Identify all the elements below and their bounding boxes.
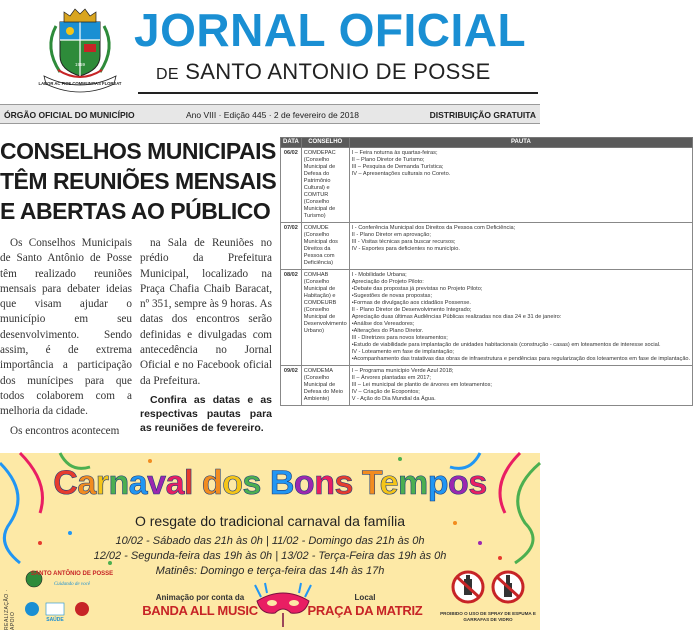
agenda-item: I - Mobilidade Urbana; — [351, 272, 407, 278]
headline-line: TÊM REUNIÕES MENSAIS — [0, 168, 277, 194]
table-body — [281, 148, 693, 406]
date-line: Matinês: Domingo e terça-feira das 14h às 17h — [155, 565, 385, 577]
dept-seal-icon — [25, 602, 39, 616]
article-column-2 — [140, 236, 272, 439]
agenda-item: IV – Criação de Ecopontos; — [351, 389, 420, 395]
agenda-item: III – Lei municipal de plantio de árvores em loteamentos; — [351, 382, 492, 388]
agenda-item: •Análise dos Vereadores; — [351, 321, 415, 327]
table-row — [281, 270, 693, 366]
health-logo-text: SAÚDE — [46, 617, 64, 623]
title-underline — [138, 92, 538, 94]
article-paragraph: Os encontros acontecem — [10, 424, 120, 437]
culture-seal-icon — [75, 602, 89, 616]
location-name: PRAÇA DA MATRIZ — [307, 603, 423, 618]
council-name: COMUDE (Conselho Municipal dos Direitos da Pessoa com Deficiência) — [301, 223, 349, 270]
meeting-agenda — [349, 270, 692, 366]
col-header-council: CONSELHO — [301, 138, 349, 148]
city-slogan: Cuidando de você — [53, 582, 91, 587]
agenda-item: II – Árvores plantadas em 2017; — [351, 375, 431, 381]
prohibition-text: PROIBIDO O USO DE SPRAY DE ESPUMA E GARRAFAS DE VIDRO — [440, 611, 536, 622]
agenda-item: I – Feira noturna às quartas-feiras; — [351, 150, 438, 156]
agenda-item: II – Plano Diretor de Turismo; — [351, 157, 425, 163]
article-paragraph: na Sala de Reuniões no prédio da Prefeitura Municipal, localizado na Praça Chafia Chaib Baracat, nº 351, sempre às 9 horas. As datas dos encontros serão definidas e divulgadas com antecedência no Jornal Oficial e no Facebook oficial da Prefeitura. — [140, 237, 272, 387]
organ-label: ÓRGÃO OFICIAL DO MUNICÍPIO — [4, 110, 135, 120]
edition-bar — [0, 104, 540, 124]
meetings-table — [280, 137, 693, 406]
agenda-item: •Formas de divulgação aos cidadãos Possense. — [351, 300, 471, 306]
no-glass-bottle-icon — [493, 572, 523, 602]
newspaper-title: JORNAL OFICIAL — [134, 4, 527, 56]
council-name: COMHAB (Conselho Municipal de Habitação) e COMDEURB (Conselho Municipal de Desenvolvimento Urbano) — [301, 270, 349, 366]
masthead — [0, 0, 540, 100]
agenda-item: II - Plano Diretor em aprovação; — [351, 232, 431, 238]
date-line: 10/02 - Sábado das 21h às 0h | 11/02 - Domingo das 21h às 0h — [115, 535, 425, 547]
band-label: Animação por conta da — [155, 593, 245, 602]
meeting-agenda — [349, 148, 692, 223]
agenda-item: I - Conferência Municipal dos Direitos da Pessoa com Deficiência; — [351, 225, 516, 231]
headline-line: CONSELHOS MUNICIPAIS — [0, 138, 276, 164]
council-name: COMDEPAC (Conselho Municipal de Defesa do Patrimônio Cultural) e COMTUR (Conselho Municipal de Turismo) — [301, 148, 349, 223]
headline-line: E ABERTAS AO PÚBLICO — [0, 198, 271, 224]
meeting-date: 09/02 — [281, 366, 302, 406]
article-callout: Confira as datas e as respectivas pautas para as reuniões de fevereiro. — [140, 393, 272, 434]
agenda-item: IV - Esportes para deficientes no município. — [351, 246, 460, 252]
agenda-item: Apreciação duas últimas Audiências Públicas realizadas nos dias 24 e 31 de janeiro: — [351, 314, 562, 320]
table-header-row — [281, 138, 693, 148]
article-column-1 — [0, 236, 132, 443]
agenda-item: I – Programa município Verde Azul 2018; — [351, 368, 454, 374]
agenda-item: V - Ação do Dia Mundial da Água. — [351, 396, 436, 402]
edition-info: Ano VIII · Edição 445 · 2 de fevereiro de 2018 — [186, 110, 359, 120]
date-line: 12/02 - Segunda-feira das 19h às 0h | 13/02 - Terça-Feira das 19h às 0h — [93, 550, 447, 562]
table-row — [281, 148, 693, 223]
distribution-label: DISTRIBUIÇÃO GRATUITA — [429, 110, 536, 120]
municipal-crest-icon — [30, 4, 130, 92]
agenda-item: •Alterações do Plano Diretor. — [351, 328, 424, 334]
article-headline — [0, 136, 277, 226]
col-header-date: DATA — [281, 138, 302, 148]
crest-motto: LABOR AC FIDE COMMUNITAS FLOREAT — [38, 81, 122, 86]
article-paragraph: Os Conselhos Municipais de Santo Antônio de Posse têm realizado reuniões mensais para debater ideias que visam ajudar o município em seu desenvolvimento. Sendo assim, é de extrema importância a participação dos munícipes para que todos colaborem com a melhoria da cidade. — [0, 237, 132, 418]
crest-year: 1959 — [74, 62, 86, 67]
carnival-title: Carnaval dos Bons Tempos — [53, 464, 487, 502]
agenda-item: III - Diretrizes para novos loteamentos; — [351, 335, 448, 341]
table-row — [281, 223, 693, 270]
agenda-item: III – Pesquisa de Demanda Turística; — [351, 164, 444, 170]
band-name: BANDA ALL MUSIC — [142, 603, 258, 618]
agenda-item: II - Plano Diretor de Desenvolvimento Integrado; — [351, 307, 472, 313]
agenda-item: •Debate das propostas já previstas no Projeto Piloto; — [351, 286, 483, 292]
meeting-agenda — [349, 366, 692, 406]
agenda-item: III - Visitas técnicas para buscar recursos; — [351, 239, 456, 245]
subtitle-place: SANTO ANTONIO DE POSSE — [185, 59, 491, 84]
no-spray-icon — [453, 572, 483, 602]
col-header-agenda: PAUTA — [349, 138, 692, 148]
location-label: Local — [354, 593, 376, 602]
newspaper-subtitle — [156, 58, 491, 89]
council-name: COMDEMA (Conselho Municipal de Defesa do Meio Ambiente) — [301, 366, 349, 406]
subtitle-prefix: DE — [156, 66, 179, 83]
meeting-date: 08/02 — [281, 270, 302, 366]
table-row — [281, 366, 693, 406]
agenda-item: IV - Loteamento em fase de implantação; — [351, 349, 454, 355]
city-logo-text: SANTO ANTÔNIO DE POSSE — [30, 571, 114, 577]
agenda-item: Apreciação do Projeto Piloto: — [351, 279, 424, 285]
meeting-date: 07/02 — [281, 223, 302, 270]
sponsor-logos — [12, 565, 112, 625]
health-logo-icon — [46, 603, 64, 615]
organizer-label: REALIZAÇÃO · APOIO — [4, 589, 16, 630]
carnival-banner — [0, 453, 540, 630]
agenda-item: IV – Apresentações culturais no Coreto. — [351, 171, 451, 177]
meeting-date: 06/02 — [281, 148, 302, 223]
agenda-item: •Sugestões de novas propostas; — [351, 293, 433, 299]
meeting-agenda — [349, 223, 692, 270]
agenda-item: •Estudo de viabilidade para implantação de unidades habitacionais (construção - casas) em loteamentos de interesse social. — [351, 342, 661, 348]
carnival-subtitle: O resgate do tradicional carnaval da família — [134, 513, 406, 529]
agenda-item: •Acompanhamento das tratativas das obras de infraestrutura e pendências para regularização dos loteamentos em fase de implantação. — [351, 356, 691, 362]
